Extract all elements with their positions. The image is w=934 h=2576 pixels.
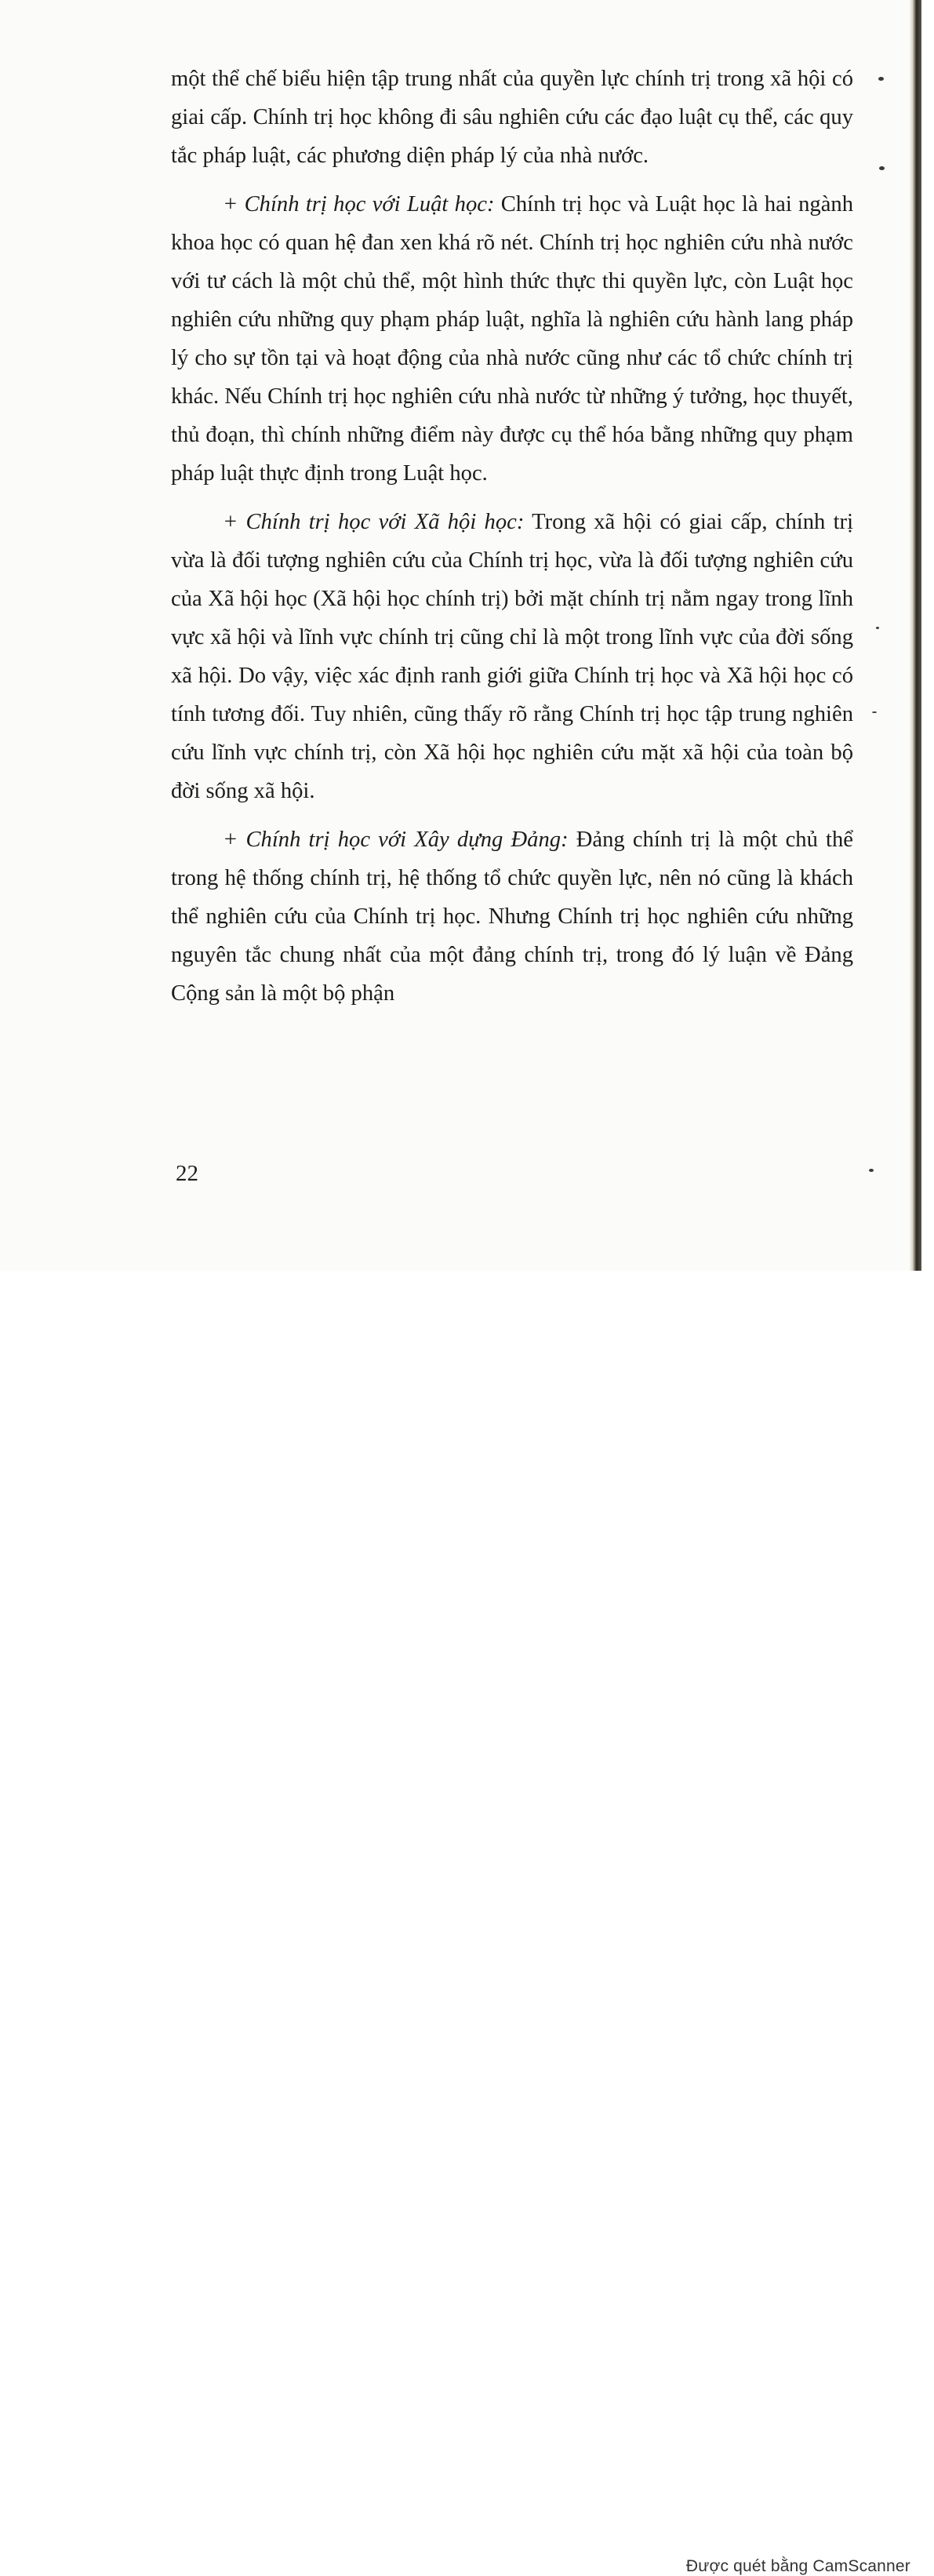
paragraph-heading: + Chính trị học với Xã hội học: (223, 510, 525, 534)
paragraph-law (171, 185, 853, 493)
paragraph-text: Trong xã hội có giai cấp, chính trị vừa là đối tượng nghiên cứu của Chính trị học, vừa là đối tượng nghiên cứu của Xã hội học (Xã hội học chính trị) bởi mặt chính trị nằm ngay trong lĩnh vực xã hội và lĩnh vực chính trị cũng chỉ là một trong lĩnh vực của đời sống xã hội. Do vậy, việc xác định ranh giới giữa Chính trị học và Xã hội học có tính tương đối. Tuy nhiên, cũng thấy rõ rằng Chính trị học tập trung nghiên cứu lĩnh vực chính trị, còn Xã hội học nghiên cứu mặt xã hội của toàn bộ đời sống xã hội. (171, 510, 854, 803)
scanner-watermark: Được quét bằng CamScanner (685, 2557, 910, 2575)
scan-speck (872, 711, 877, 713)
scanned-page (0, 0, 921, 1271)
paragraph-text: một thể chế biểu hiện tập trung nhất của quyền lực chính trị trong xã hội có giai cấp. Chính trị học không đi sâu nghiên cứu các đạo luật cụ thể, các quy tắc pháp luật, các phương diện pháp lý của nhà nước. (171, 67, 853, 168)
paragraph-text: Đảng chính trị là một chủ thể trong hệ thống chính trị, hệ thống tổ chức quyền lực, nên nó cũng là khách thể nghiên cứu của Chính trị học. Nhưng Chính trị học nghiên cứu những nguyên tắc chung nhất của một đảng chính trị, trong đó lý luận về Đảng Cộng sản là một bộ phận (171, 828, 853, 1006)
paragraph-continuation (171, 60, 853, 175)
book-spine-shadow (909, 0, 921, 1271)
scan-speck (878, 77, 884, 81)
scan-speck (869, 1169, 874, 1172)
scan-speck (879, 166, 885, 170)
paragraph-party-building (171, 820, 853, 1013)
paragraph-heading: + Chính trị học với Luật học: (223, 192, 495, 216)
paragraph-heading: + Chính trị học với Xây dựng Đảng: (223, 828, 569, 852)
scan-speck (876, 627, 879, 629)
page-number: 22 (176, 1161, 198, 1186)
scanner-footer (0, 1271, 934, 2575)
paragraph-sociology (171, 503, 853, 810)
paragraph-text: Chính trị học và Luật học là hai ngành khoa học có quan hệ đan xen khá rõ nét. Chính trị học nghiên cứu nhà nước với tư cách là một chủ thể, một hình thức thực thi quyền lực, còn Luật học nghiên cứu những quy phạm pháp luật, nghĩa là nghiên cứu hành lang pháp lý cho sự tồn tại và hoạt động của nhà nước cũng như các tổ chức chính trị khác. Nếu Chính trị học nghiên cứu nhà nước từ những ý tưởng, học thuyết, thủ đoạn, thì chính những điểm này được cụ thể hóa bằng những quy phạm pháp luật thực định trong Luật học. (171, 192, 853, 486)
body-text (171, 60, 853, 1023)
